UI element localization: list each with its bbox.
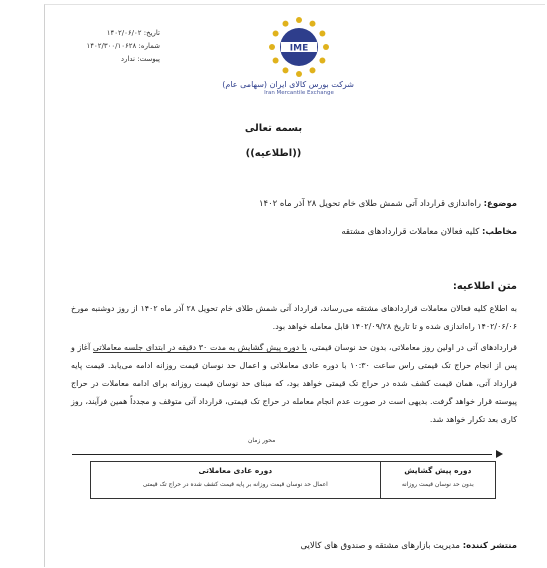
body-paragraph-2 (71, 339, 517, 429)
document-type: ((اطلاعیه)) (245, 148, 302, 159)
logo-text: IME (289, 43, 309, 54)
trading-phases-diagram (90, 461, 496, 499)
normal-session-title: دوره عادی معاملاتی (198, 466, 273, 475)
publisher-line (300, 541, 517, 551)
pre-opening-description: بدون حد نوسان قیمت روزانه (401, 481, 474, 488)
publisher-label: منتشر کننده: (462, 541, 517, 551)
company-name-en: Iran Mercantile Exchange (264, 90, 334, 96)
subject-text: راه‌اندازی قرارداد آتی شمش طلای خام تحویل ۲۸ آذر ماه ۱۴۰۲ (258, 199, 484, 209)
ime-logo-icon (268, 16, 330, 78)
paragraph-2-highlight: با دوره پیش گشایش به مدت ۳۰ دقیقه در ابتدای جلسه معاملاتی (92, 343, 307, 352)
recipient-text: کلیه فعالان معاملات قراردادهای مشتقه (341, 227, 483, 237)
paragraph-2-end: آغاز و پس از انجام حراج تک قیمتی راس ساعت ۱۰:۳۰ با دوره عادی معاملاتی و اعمال حد نوسان قیمت روزانه ادامه می‌یابد. قیمت پایه قرارداد آتی، همان قیمت کشف شده در حراج تک قیمتی خواهد بود، که مبنای حد نوسان قیمت روزانه برای ادامه معاملات در حراج پیوسته قرار خواهد گرفت. بدیهی است در صورت عدم انجام معامله در حراج تک قیمتی، قرارداد آتی متوقف و مجدداً همین فرآیند، روز کاری بعد تکرار خواهد شد. (71, 343, 518, 424)
time-axis-arrow-icon (496, 450, 503, 458)
recipient-label: مخاطب: (482, 227, 517, 237)
publisher-text: مدیریت بازارهای مشتقه و صندوق های کالایی (300, 541, 463, 551)
attachment-label: پیوست: ندارد (120, 55, 160, 63)
basmala: بسمه تعالی (244, 123, 303, 134)
time-axis-label: محور زمان (248, 437, 276, 444)
recipient-line (341, 227, 517, 237)
ime-logo (222, 16, 354, 96)
date-label: تاریخ: ۱۴۰۲/۰۶/۰۲ (106, 29, 160, 37)
subject-label: موضوع: (483, 199, 517, 209)
pre-opening-phase (380, 462, 495, 498)
normal-session-description: اعمال حد نوسان قیمت روزانه بر پایه قیمت کشف شده در حراج تک قیمتی (142, 481, 328, 488)
pre-opening-title: دوره پیش گشایش (404, 466, 472, 475)
body-paragraph-1: به اطلاع کلیه فعالان معاملات قراردادهای مشتقه می‌رساند، قرارداد آتی شمش طلای خام تحویل ۲۸ آذر ماه ۱۴۰۲ از روز دوشنبه مورخ ۱۴۰۲/۰۶/۰۶ راه‌اندازی شده و تا تاریخ ۱۴۰۲/۰۹/۲۸ قابل معامله خواهد بود. (71, 304, 517, 331)
company-name-fa: شرکت بورس کالای ایران (سهامی عام) (222, 80, 354, 89)
normal-session-phase (91, 462, 380, 498)
letter-metadata (80, 27, 160, 66)
subject-line (259, 199, 517, 209)
time-axis-line (72, 454, 492, 455)
number-label: شماره: ۱۴۰۲/۳۰۰/۱۰۶۲۸ (86, 42, 160, 50)
body-heading: متن اطلاعیه: (452, 281, 517, 292)
paragraph-2-start: قراردادهای آتی در اولین روز معاملاتی، بدون حد نوسان قیمتی، (306, 343, 517, 352)
